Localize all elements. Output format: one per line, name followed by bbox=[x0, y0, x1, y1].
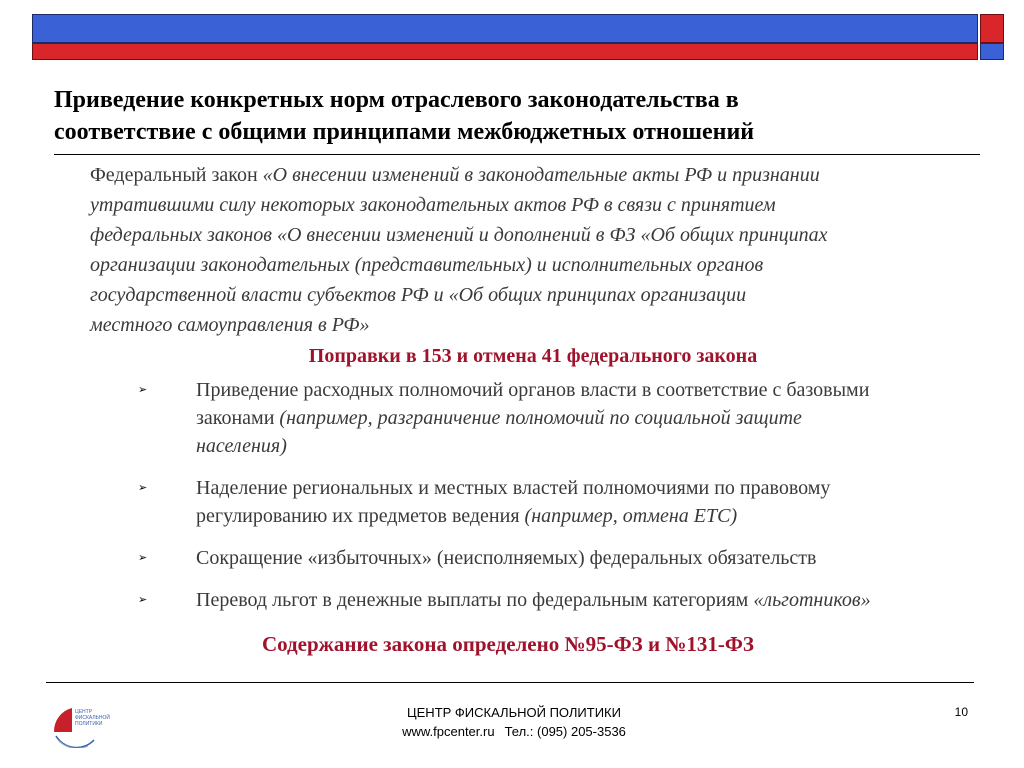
intro-quote-line-4: организации законодательных (представительных) и исполнительных органов bbox=[90, 254, 764, 276]
header-band-blue bbox=[32, 14, 978, 43]
header-band bbox=[32, 14, 978, 60]
intro-quote-line-6: местного самоуправления в РФ» bbox=[90, 314, 370, 336]
slide-title-line-2: соответствие с общими принципами межбюджетных отношений bbox=[54, 119, 755, 145]
slide-title-line-1: Приведение конкретных норм отраслевого законодательства в bbox=[54, 87, 739, 113]
amendments-heading: Поправки в 153 и отмена 41 федерального закона bbox=[308, 345, 758, 367]
intro-line-1 bbox=[90, 160, 990, 190]
header-corner-block bbox=[980, 14, 1004, 60]
logo-text-1: ЦЕНТР bbox=[75, 709, 93, 715]
list-item bbox=[134, 376, 984, 460]
bullet-arrow-icon: ➢ bbox=[138, 383, 148, 396]
intro-lead: Федеральный закон bbox=[90, 164, 263, 186]
bullet-2-line-2 bbox=[196, 502, 984, 530]
footer-divider bbox=[46, 682, 974, 683]
intro-quote-line-3: федеральных законов «О внесении изменений и дополнений в ФЗ «Об общих принципах bbox=[90, 224, 828, 246]
bullet-1-line-3: населения) bbox=[196, 435, 287, 457]
bullet-1-line-2-italic: (например, разграничение полномочий по социальной защите bbox=[279, 407, 802, 429]
bullet-2-line-2-plain: регулированию их предметов ведения bbox=[196, 505, 525, 527]
intro-quote-line-2: утратившими силу некоторых законодательных актов РФ в связи с принятием bbox=[90, 194, 776, 216]
list-item bbox=[134, 586, 984, 614]
footer-contacts bbox=[0, 723, 1024, 741]
bullet-4-line-1 bbox=[196, 586, 984, 614]
slide-title bbox=[54, 84, 974, 148]
bullet-1-line-2-plain: законами bbox=[196, 407, 280, 429]
footer-website-link[interactable]: www.fpcenter.ru bbox=[402, 724, 495, 739]
logo-text-3: ПОЛИТИКИ bbox=[75, 721, 103, 727]
bullet-arrow-icon: ➢ bbox=[138, 481, 148, 494]
footer-organization: ЦЕНТР ФИСКАЛЬНОЙ ПОЛИТИКИ bbox=[407, 705, 621, 720]
bullet-1-line-1: Приведение расходных полномочий органов власти в соответствие с базовыми bbox=[196, 379, 870, 401]
conclusion-text: Содержание закона определено №95-ФЗ и №131-ФЗ bbox=[261, 632, 755, 656]
bullet-4-line-1-plain: Перевод льгот в денежные выплаты по федеральным категориям bbox=[196, 589, 754, 611]
bullet-2-line-1: Наделение региональных и местных властей полномочиями по правовому bbox=[196, 477, 831, 499]
title-divider bbox=[54, 154, 980, 155]
bullet-2-line-2-italic: (например, отмена ЕТС) bbox=[524, 505, 738, 527]
bullet-3-line-1: Сокращение «избыточных» (неисполняемых) федеральных обязательств bbox=[196, 547, 817, 569]
corner-square-red bbox=[980, 14, 1004, 43]
intro-quote-line-1: «О внесении изменений в законодательные акты РФ и признании bbox=[262, 164, 820, 186]
logo-text-2: ФИСКАЛЬНОЙ bbox=[75, 715, 110, 721]
bullet-1-line-2 bbox=[196, 404, 984, 432]
bullet-list bbox=[134, 376, 984, 628]
corner-square-blue bbox=[980, 43, 1004, 60]
intro-paragraph bbox=[90, 160, 990, 340]
list-item bbox=[134, 544, 984, 572]
page-number: 10 bbox=[954, 705, 968, 719]
list-item bbox=[134, 474, 984, 530]
footer-phone: Тел.: (095) 205-3536 bbox=[504, 724, 626, 739]
header-band-red bbox=[32, 43, 978, 60]
bullet-arrow-icon: ➢ bbox=[138, 593, 148, 606]
intro-quote-line-5: государственной власти субъектов РФ и «Об общих принципах организации bbox=[90, 284, 747, 306]
bullet-arrow-icon: ➢ bbox=[138, 551, 148, 564]
bullet-4-line-1-italic: «льготников» bbox=[753, 589, 871, 611]
